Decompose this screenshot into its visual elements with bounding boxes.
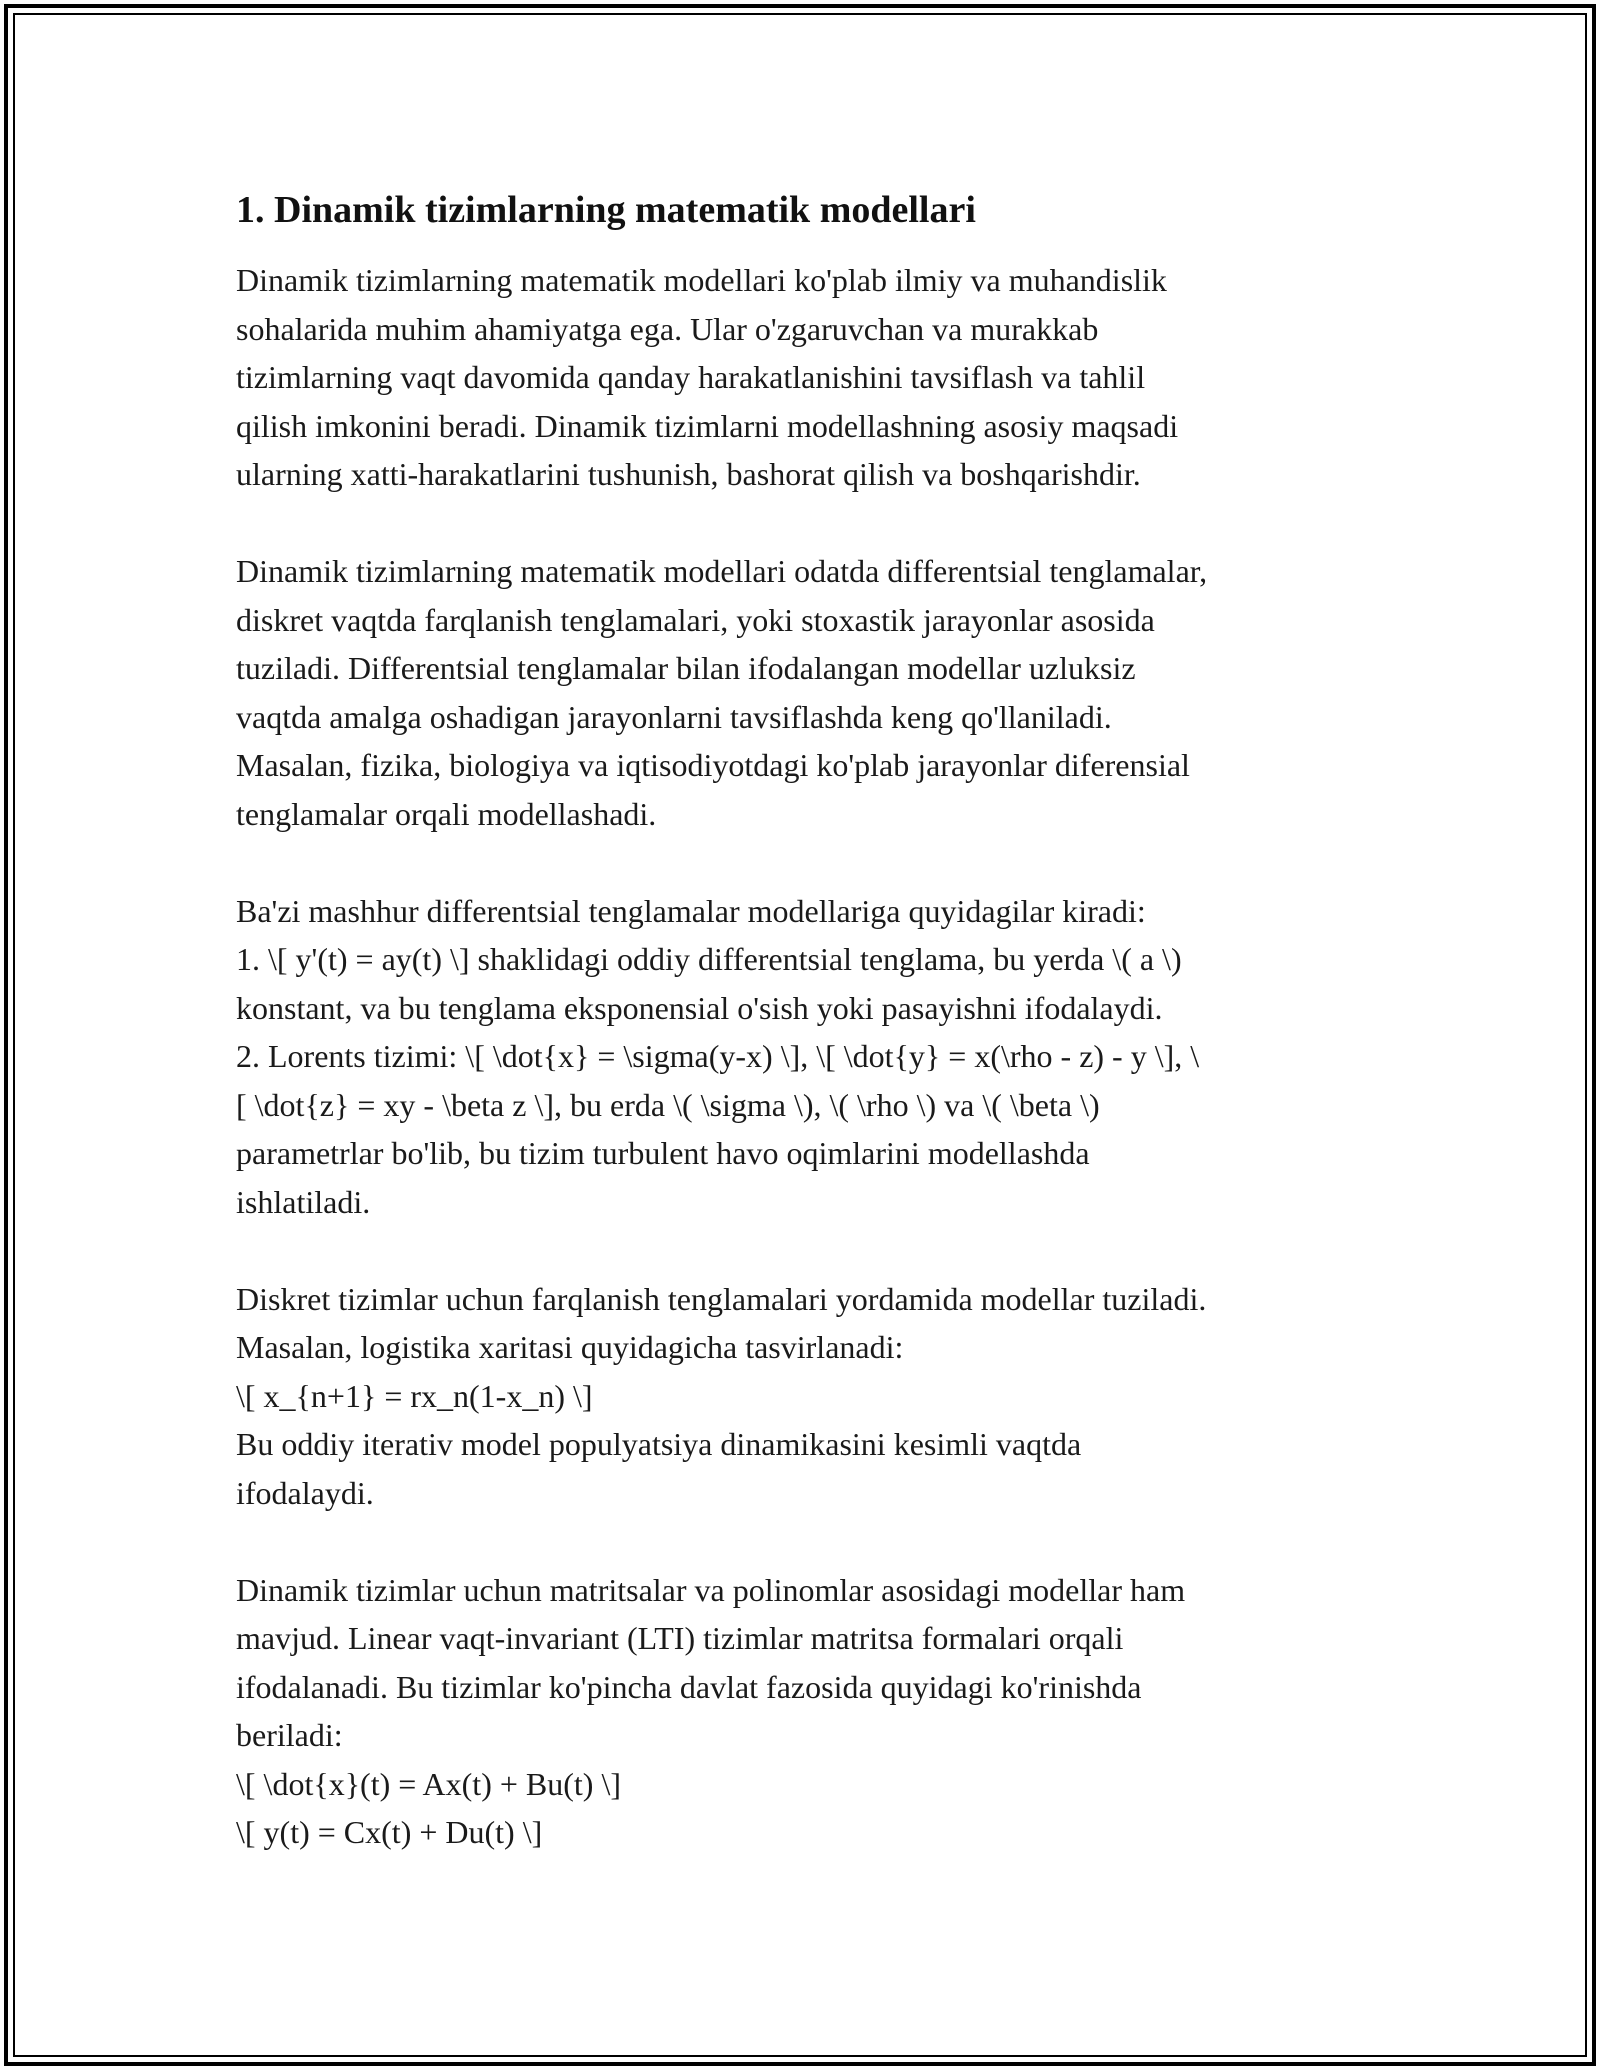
- formula-line: \[ y(t) = Cx(t) + Du(t) \]: [236, 1814, 543, 1850]
- text-line: tenglamalar orqali modellashadi.: [236, 795, 657, 832]
- paragraph-lti-systems: [236, 1566, 1366, 1857]
- text-line: beriladi:: [236, 1717, 343, 1753]
- paragraph-differential-examples: [236, 887, 1366, 1227]
- text-line: 1. \[ y'(t) = ay(t) \] shaklidagi oddiy differentsial tenglama, bu yerda \( a \): [236, 941, 1182, 977]
- paragraph-intro: [236, 256, 1366, 499]
- text-line: mavjud. Linear vaqt-invariant (LTI) tizimlar matritsa formalari orqali: [236, 1620, 1124, 1656]
- text-line: tuziladi. Differentsial tenglamalar bilan ifodalangan modellar uzluksiz: [236, 650, 1136, 686]
- text-line: ishlatiladi.: [236, 1183, 371, 1220]
- text-line: konstant, va bu tenglama eksponensial o'sish yoki pasayishni ifodalaydi.: [236, 989, 1163, 1026]
- text-line: qilish imkonini beradi. Dinamik tizimlarni modellashning asosiy maqsadi: [236, 407, 1179, 444]
- text-line: 2. Lorents tizimi: \[ \dot{x} = \sigma(y-x) \], \[ \dot{y} = x(\rho - z) - y \], \: [236, 1038, 1200, 1074]
- text-line: tizimlarning vaqt davomida qanday harakatlanishini tavsiflash va tahlil: [236, 359, 1146, 395]
- paragraph-discrete-systems: [236, 1275, 1366, 1518]
- text-line: Dinamik tizimlar uchun matritsalar va polinomlar asosidagi modellar ham: [236, 1571, 1186, 1608]
- text-line: Dinamik tizimlarning matematik modellari odatda differentsial tenglamalar,: [236, 553, 1208, 589]
- text-line: parametrlar bo'lib, bu tizim turbulent havo oqimlarini modellashda: [236, 1135, 1090, 1171]
- text-line: Masalan, fizika, biologiya va iqtisodiyotdagi ko'plab jarayonlar diferensial: [236, 747, 1190, 783]
- text-line: ularning xatti-harakatlarini tushunish, bashorat qilish va boshqarishdir.: [236, 456, 1141, 492]
- text-line: diskret vaqtda farqlanish tenglamalari, yoki stoxastik jarayonlar asosida: [236, 601, 1155, 638]
- formula-line: \[ \dot{x}(t) = Ax(t) + Bu(t) \]: [236, 1765, 621, 1802]
- document-body: [236, 186, 1366, 1905]
- text-line: Diskret tizimlar uchun farqlanish tenglamalari yordamida modellar tuziladi.: [236, 1280, 1207, 1317]
- text-line: ifodalanadi. Bu tizimlar ko'pincha davlat fazosida quyidagi ko'rinishda: [236, 1668, 1142, 1705]
- text-line: vaqtda amalga oshadigan jarayonlarni tavsiflashda keng qo'llaniladi.: [236, 698, 1112, 735]
- text-line: Masalan, logistika xaritasi quyidagicha tasvirlanadi:: [236, 1329, 904, 1365]
- text-line: [ \dot{z} = xy - \beta z \], bu erda \( \sigma \), \( \rho \) va \( \beta \): [236, 1086, 1100, 1123]
- text-line: Dinamik tizimlarning matematik modellari ko'plab ilmiy va muhandislik: [236, 262, 1167, 298]
- paragraph-model-types: [236, 547, 1366, 838]
- text-line: sohalarida muhim ahamiyatga ega. Ular o'zgaruvchan va murakkab: [236, 310, 1099, 347]
- text-line: Bu oddiy iterativ model populyatsiya dinamikasini kesimli vaqtda: [236, 1426, 1082, 1462]
- text-line: ifodalaydi.: [236, 1474, 374, 1511]
- text-line: Ba'zi mashhur differentsial tenglamalar modellariga quyidagilar kiradi:: [236, 892, 1146, 929]
- section-heading: 1. Dinamik tizimlarning matematik modellari: [236, 189, 976, 231]
- formula-line: \[ x_{n+1} = rx_n(1-x_n) \]: [236, 1377, 593, 1414]
